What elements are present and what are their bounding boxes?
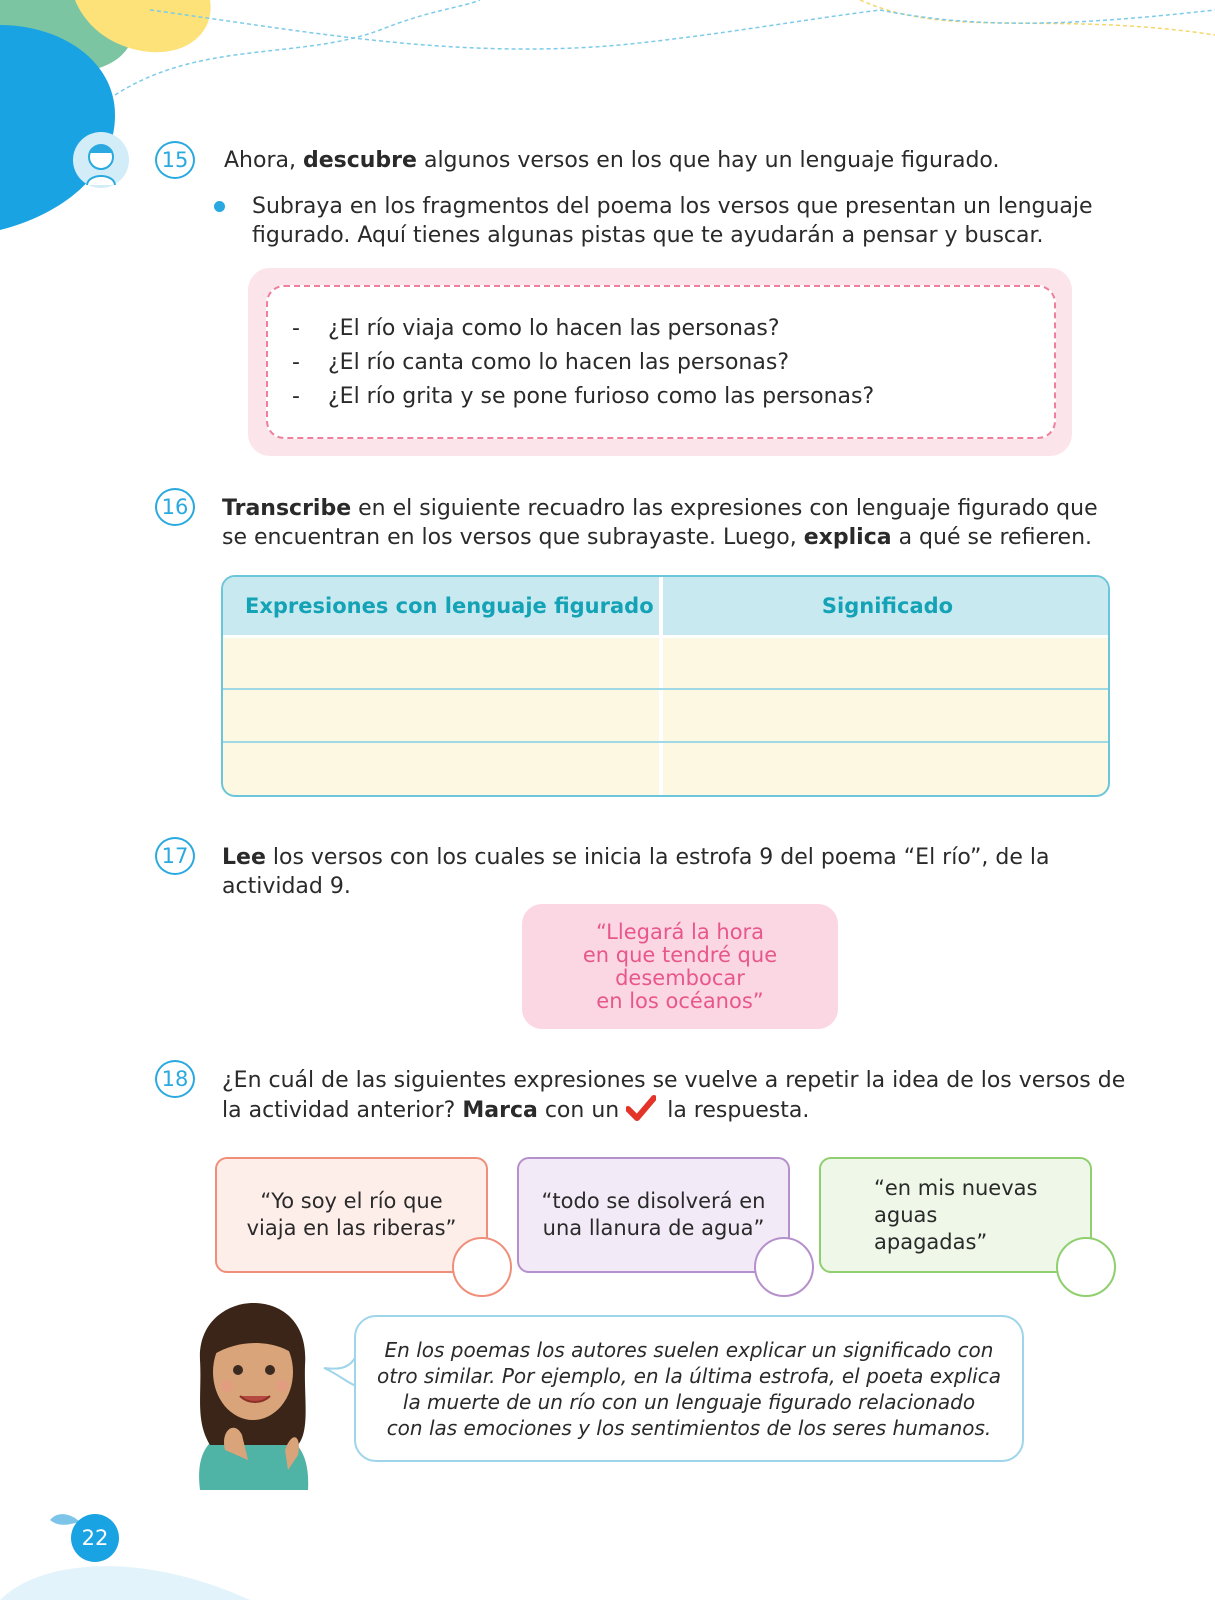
bubble-line: En los poemas los autores suelen explicar un significado con: [384, 1337, 994, 1362]
option-2-checkbox[interactable]: [754, 1237, 814, 1297]
q17-line-2: actividad 9.: [222, 874, 351, 899]
q16-line-2: [222, 523, 1092, 552]
checkmark-icon: [626, 1095, 660, 1119]
option-line: una llanura de agua”: [542, 1216, 765, 1240]
question-number-16: 16: [155, 488, 195, 526]
option-line: aguas: [874, 1202, 938, 1227]
table-cell[interactable]: [663, 743, 1110, 797]
q16-keyword-1: Transcribe: [222, 496, 352, 521]
bubble-line: la muerte de un río con un lenguaje figurado relacionado: [402, 1389, 976, 1414]
q15-instruction: [224, 146, 1000, 175]
option-card-3: [819, 1157, 1092, 1273]
table-cell[interactable]: [663, 690, 1110, 741]
hint-dash: -: [292, 316, 300, 341]
hint-text: ¿El río viaja como lo hacen las personas?: [328, 316, 780, 341]
option-3-checkbox[interactable]: [1056, 1237, 1116, 1297]
quote-line: en los océanos”: [596, 988, 764, 1013]
option-line: viaja en las riberas”: [246, 1216, 457, 1240]
q15-keyword: descubre: [302, 148, 417, 173]
option-card-2: [517, 1157, 790, 1273]
quote-line: “Llegará la hora: [595, 919, 765, 944]
option-line: apagadas”: [874, 1229, 988, 1254]
q15-text-a: Ahora,: [224, 148, 303, 173]
bubble-line: otro similar. Por ejemplo, en la última estrofa, el poeta explica: [377, 1363, 1001, 1388]
q18-keyword: Marca: [462, 1098, 538, 1123]
question-number-18: 18: [155, 1060, 195, 1098]
hint-dash: -: [292, 384, 300, 409]
girl-illustration: [180, 1300, 325, 1490]
table-header-expressions: Expresiones con lenguaje figurado: [245, 594, 654, 618]
figurative-language-table: [221, 575, 1110, 797]
q18-text-a: la actividad anterior?: [222, 1098, 463, 1123]
quote-line: desembocar: [615, 965, 745, 990]
question-number-17: 17: [155, 837, 195, 875]
option-line: “todo se disolverá en: [541, 1189, 766, 1213]
bubble-line: con las emociones y los sentimientos de los seres humanos.: [386, 1415, 992, 1440]
option-line: “Yo soy el río que: [260, 1189, 443, 1213]
option-line: “en mis nuevas: [874, 1175, 1038, 1200]
q18-line-1: ¿En cuál de las siguientes expresiones se vuelve a repetir la idea de los versos de: [222, 1068, 1126, 1093]
option-1-checkbox[interactable]: [452, 1237, 512, 1297]
q15-bullet-line-2: figurado. Aquí tienes algunas pistas que te ayudarán a pensar y buscar.: [252, 223, 1044, 248]
q16-text-c: a qué se refieren.: [891, 525, 1093, 550]
q18-text-b: con un: [537, 1098, 627, 1123]
hint-item: [292, 316, 780, 341]
q18-text-c: la respuesta.: [660, 1098, 810, 1123]
q15-text-b: algunos versos en los que hay un lenguaje figurado.: [416, 148, 1000, 173]
table-cell[interactable]: [663, 638, 1110, 688]
q17-keyword: Lee: [222, 845, 266, 870]
q17-line-1: [222, 843, 1049, 872]
hint-item: [292, 350, 789, 375]
hint-text: ¿El río canta como lo hacen las personas?: [328, 350, 789, 375]
q18-line-2: [222, 1095, 809, 1125]
tip-speech-bubble: [354, 1315, 1024, 1462]
q16-line-1: [222, 494, 1098, 523]
footer-decoration: [0, 1490, 400, 1600]
q16-text-a: en el siguiente recuadro las expresiones con lenguaje figurado que: [351, 496, 1098, 521]
option-card-1: [215, 1157, 488, 1273]
bullet-dot: [214, 201, 225, 212]
hint-text: ¿El río grita y se pone furioso como las personas?: [328, 384, 875, 409]
q16-keyword-2: explica: [803, 525, 892, 550]
hint-item: [292, 384, 874, 409]
table-header-meaning: Significado: [821, 594, 954, 618]
poem-quote-box: [522, 904, 838, 1029]
q15-bullet-line-1: Subraya en los fragmentos del poema los versos que presentan un lenguaje: [252, 194, 1093, 219]
q17-text-a: los versos con los cuales se inicia la estrofa 9 del poema “El río”, de la: [265, 845, 1050, 870]
hint-dash: -: [292, 350, 300, 375]
student-avatar-icon: [72, 131, 130, 189]
page-number: 22: [71, 1514, 119, 1562]
table-cell[interactable]: [223, 638, 659, 688]
q16-text-b: se encuentran en los versos que subrayaste. Luego,: [222, 525, 804, 550]
question-number-15: 15: [155, 141, 195, 179]
table-cell[interactable]: [223, 743, 659, 797]
quote-line: en que tendré que: [582, 942, 778, 967]
table-cell[interactable]: [223, 690, 659, 741]
